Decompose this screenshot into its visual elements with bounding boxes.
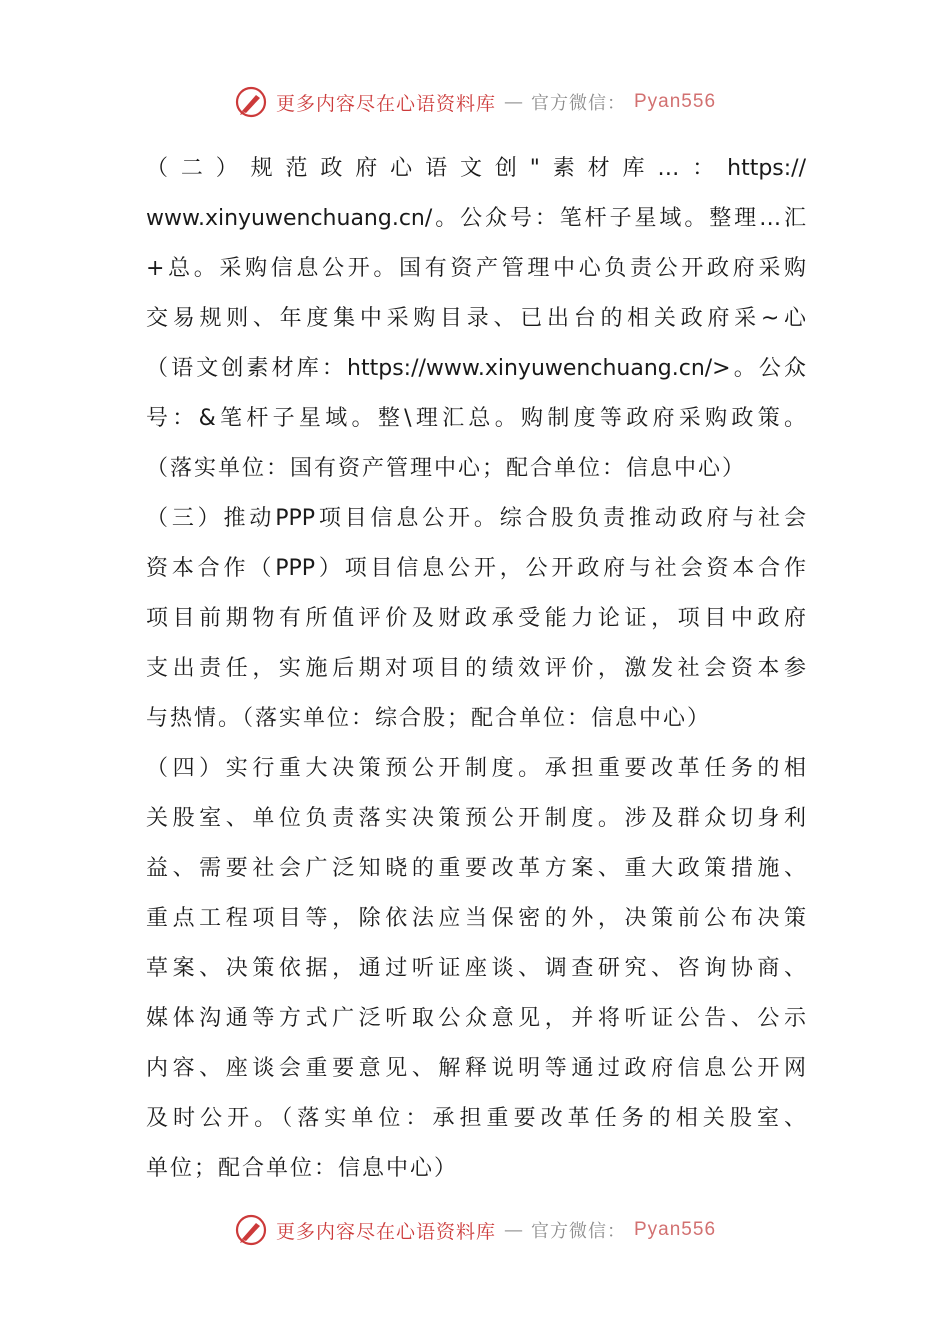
body-line: （四）实行重大决策预公开制度。承担重要改革任务的相 <box>146 756 806 781</box>
footer-banner <box>0 1210 950 1250</box>
body-line: 重点工程项目等，除依法应当保密的外，决策前公布决策 <box>146 906 806 931</box>
body-line: 草案、决策依据，通过听证座谈、调查研究、咨询协商、 <box>146 956 806 981</box>
banner-wechat-label: 官方微信： <box>531 1221 626 1242</box>
body-line: 内容、座谈会重要意见、解释说明等通过政府信息公开网 <box>146 1056 806 1081</box>
banner-title: 更多内容尽在心语资料库 <box>275 1220 496 1243</box>
pen-logo-icon <box>234 85 268 119</box>
body-line: （语文创素材库：https://www.xinyuwenchuang.cn/>。公众 <box>146 356 806 381</box>
header-banner <box>0 82 950 122</box>
body-line: www.xinyuwenchuang.cn/。公众号：笔杆子星域。整理…汇 <box>146 206 806 231</box>
body-line: 单位；配合单位：信息中心） <box>146 1156 459 1181</box>
body-line: 与热情。（落实单位：综合股；配合单位：信息中心） <box>146 706 712 731</box>
body-line: 及时公开。（落实单位：承担重要改革任务的相关股室、 <box>146 1106 806 1131</box>
banner-dash: — <box>504 91 523 113</box>
body-line: 号：&笔杆子星域。整\理汇总。购制度等政府采购政策。 <box>146 406 806 431</box>
body-line: 交易规则、年度集中采购目录、已出台的相关政府采~心 <box>146 306 806 331</box>
banner-wechat-id: Pyan556 <box>634 91 717 112</box>
banner-wechat-label: 官方微信： <box>531 93 626 114</box>
body-line: 益、需要社会广泛知晓的重要改革方案、重大政策措施、 <box>146 856 806 881</box>
body-line: （落实单位：国有资产管理中心；配合单位：信息中心） <box>146 456 747 481</box>
pen-logo-icon <box>234 1213 268 1247</box>
body-line: 媒体沟通等方式广泛听取公众意见，并将听证公告、公示 <box>146 1006 806 1031</box>
body-line: +总。采购信息公开。国有资产管理中心负责公开政府采购 <box>146 256 806 281</box>
document-body <box>146 144 806 1194</box>
body-line: 资本合作（PPP）项目信息公开，公开政府与社会资本合作 <box>146 556 806 581</box>
body-line: 项目前期物有所值评价及财政承受能力论证，项目中政府 <box>146 606 806 631</box>
banner-title: 更多内容尽在心语资料库 <box>275 92 496 115</box>
banner-dash: — <box>504 1219 523 1241</box>
body-line: （二）规范政府心语文创"素材库…：https:// <box>146 156 806 181</box>
body-line: 支出责任，实施后期对项目的绩效评价，激发社会资本参 <box>146 656 806 681</box>
body-line: 关股室、单位负责落实决策预公开制度。涉及群众切身利 <box>146 806 806 831</box>
banner-wechat-id: Pyan556 <box>634 1219 717 1240</box>
body-line: （三）推动PPP项目信息公开。综合股负责推动政府与社会 <box>146 506 806 531</box>
